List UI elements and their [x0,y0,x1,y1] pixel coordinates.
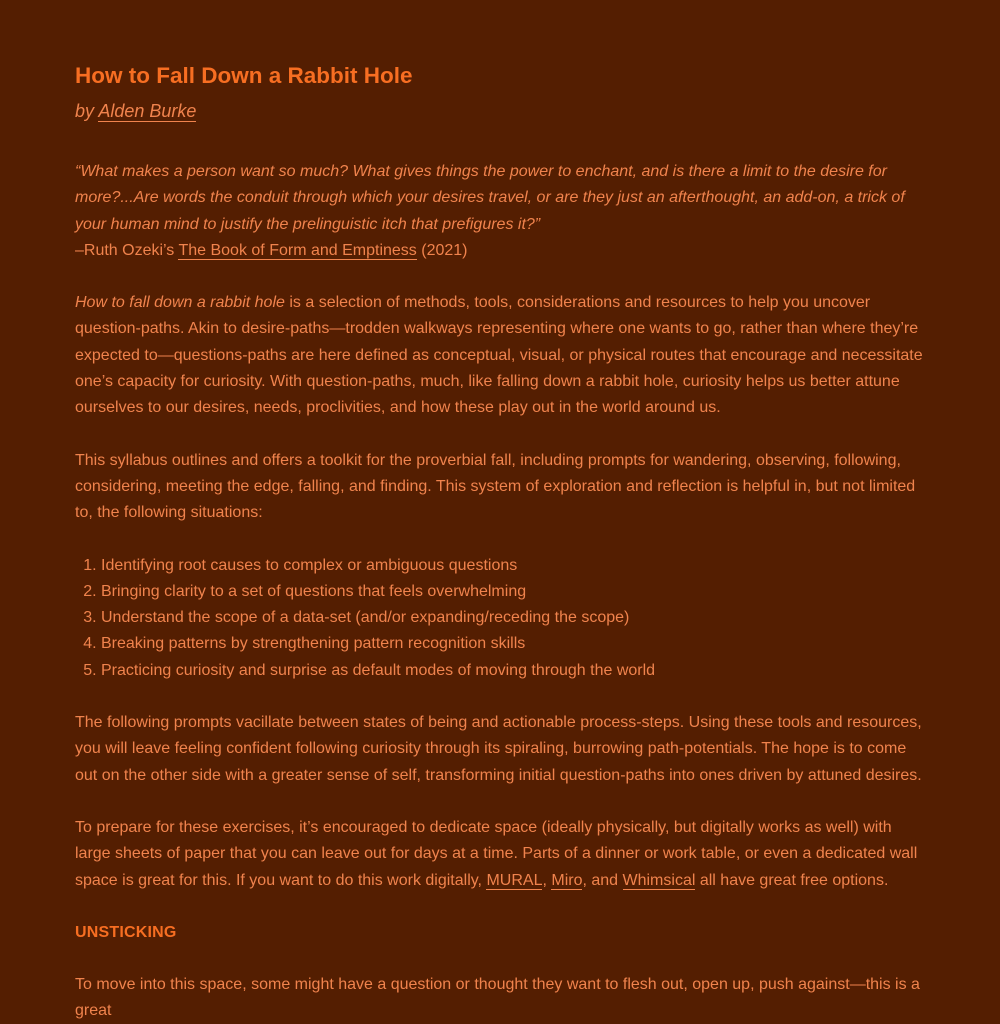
intro-italic-lead: How to fall down a rabbit hole [75,294,285,312]
separator: , [542,871,552,889]
quote-text: “What makes a person want so much? What gives things the power to enchant, and is there a limit to the desire for more?...Are words the conduit through which your desires travel, or are they just an afterthought, an add-on, a trick of your human mind to justify the prelinguistic itch that prefigures it?” [75,163,905,233]
list-item: 5. Practicing curiosity and surprise as default modes of moving through the world [101,658,927,684]
list-item: 2. Bringing clarity to a set of questions that feels overwhelming [101,579,927,605]
book-title-link[interactable]: The Book of Form and Emptiness [178,241,417,259]
list-item: 3. Understand the scope of a data-set (and/or expanding/receding the scope) [101,605,927,631]
author-link[interactable]: Alden Burke [98,101,197,121]
epigraph [75,159,927,264]
unsticking-paragraph: To move into this space, some might have a question or thought they want to flesh out, open up, push against—this is a great [75,975,920,1020]
separator: , and [582,871,623,889]
mural-link[interactable]: MURAL [486,871,543,889]
byline-prefix: by [75,101,95,121]
page-title: How to Fall Down a Rabbit Hole [75,63,413,88]
section-heading-unsticking: UNSTICKING [75,923,177,941]
prepare-tail: all have great free options. [695,871,889,889]
prepare-text: To prepare for these exercises, it’s encouraged to dedicate space (ideally physically, but digitally works as well) with large sheets of paper that you can leave out for days at a time. Parts of a dinner or work table, or even a dedicated wall space is great for this. If you want to do this work digitally, [75,818,918,889]
whimsical-link[interactable]: Whimsical [622,871,696,889]
quote-attribution [75,242,468,260]
syllabus-paragraph: This syllabus outlines and offers a toolkit for the proverbial fall, including prompts for wandering, observing, following, considering, meeting the edge, falling, and finding. This system of exploration and reflection is helpful in, but not limited to, the following situations: [75,451,916,522]
prompts-paragraph: The following prompts vacillate between states of being and actionable process-steps. Using these tools and resources, you will leave feeling confident following curiosity through its spiraling, burrowing path-potentials. The hope is to come out on the other side with a greater sense of self, transforming initial question-paths into ones driven by attuned desires. [75,714,922,784]
prepare-paragraph [75,815,927,894]
byline [75,96,927,126]
list-item: 4. Breaking patterns by strengthening pattern recognition skills [101,631,927,657]
attribution-prefix: –Ruth Ozeki’s [75,241,175,259]
quote-year: (2021) [421,241,468,259]
miro-link[interactable]: Miro [551,871,583,889]
article [75,60,927,1024]
intro-text: is a selection of methods, tools, considerations and resources to help you uncover question-paths. Akin to desire-paths—trodden walkways representing where one wants to go, rather than where they’re expected to—questions-paths are here defined as conceptual, visual, or physical routes that encourage and necessitate one’s capacity for curiosity. With question-paths, much, like falling down a rabbit hole, curiosity helps us better attune ourselves to our desires, needs, proclivities, and how these play out in the world around us. [75,294,923,417]
intro-paragraph [75,290,927,421]
situations-list [75,553,927,684]
list-item: 1. Identifying root causes to complex or ambiguous questions [101,553,927,579]
